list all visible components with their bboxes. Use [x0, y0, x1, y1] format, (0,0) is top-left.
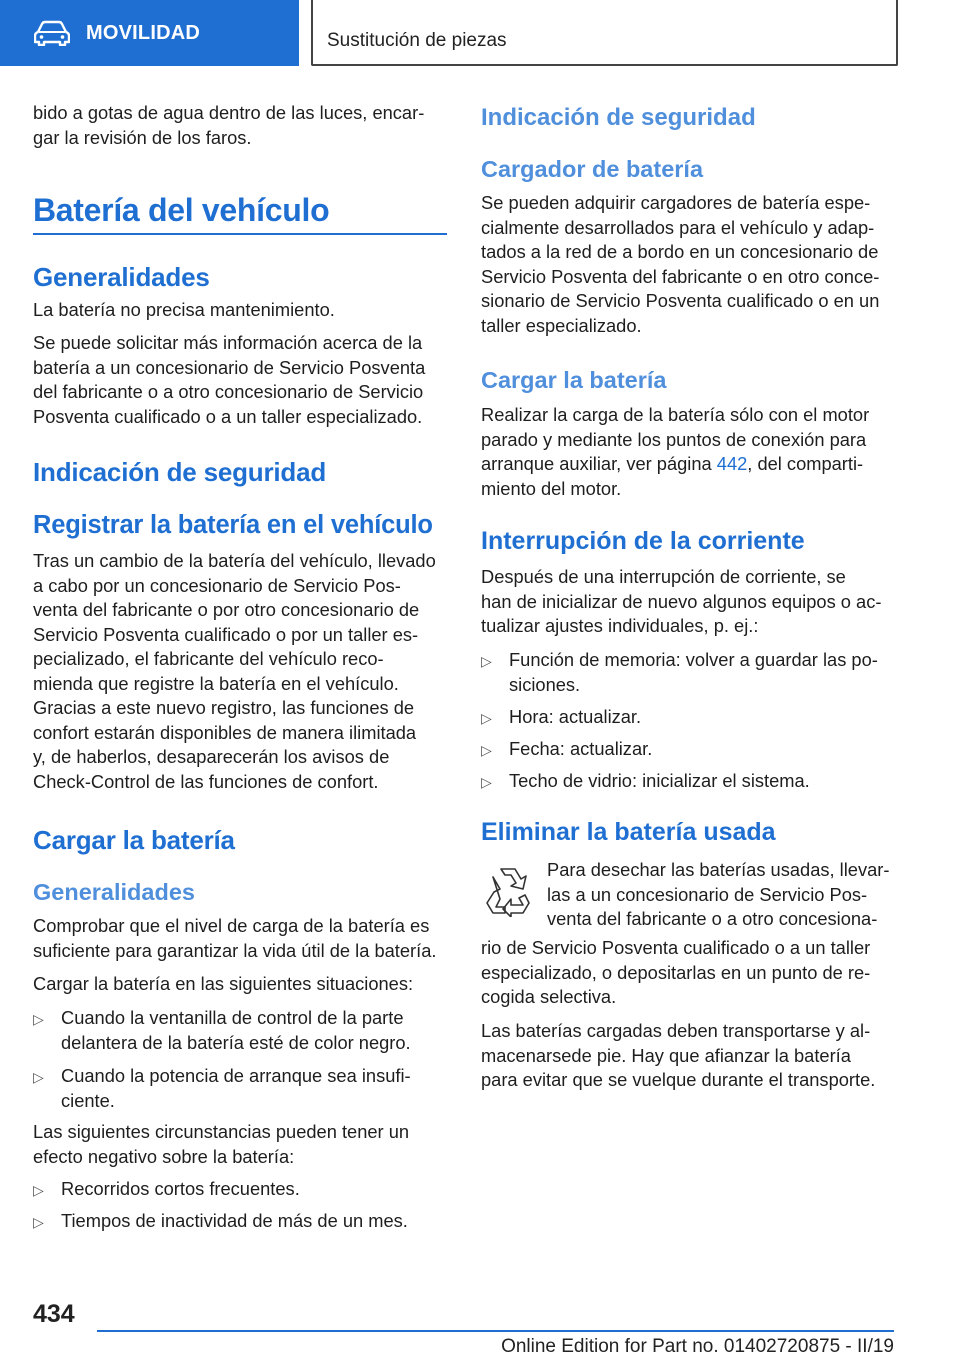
car-icon	[34, 20, 70, 46]
gen-text-1: La batería no precisa mantenimiento.	[33, 299, 335, 320]
bullet-triangle-icon: ▷	[33, 1069, 44, 1085]
list-item-text: Fecha: actualizar.	[509, 738, 653, 759]
list-item	[481, 705, 895, 731]
subheading-generalidades: Generalidades	[33, 879, 195, 905]
list-item	[33, 1209, 447, 1235]
bullet-triangle-icon: ▷	[481, 653, 492, 669]
cargar-text-1: Comprobar que el nivel de carga de la batería es suficiente para garantizar la vida útil de la batería.	[33, 915, 437, 961]
eliminar-text-indent: Para desechar las baterías usadas, llevar‐ las a un concesionario de Servicio Pos‐ venta del fabricante o a otro concesiona‐	[547, 859, 890, 929]
heading-indicacion: Indicación de seguridad	[33, 457, 327, 487]
bullet-triangle-icon: ▷	[481, 774, 492, 790]
heading-rule	[33, 233, 447, 235]
cargar-right-text-a: Realizar la carga de la batería sólo con el motor parado y mediante los puntos de conexión para arranque auxiliar, ver página	[481, 404, 870, 474]
cargar-right-text-b: , del comparti‐ miento del motor.	[481, 453, 864, 499]
list-item	[33, 1177, 447, 1203]
interrupcion-text: Después de una interrupción de corriente, se han de inicializar de nuevo algunos equipos o ac‐ tualizar ajustes individuales, p. ej.:	[481, 566, 882, 636]
list-item-text: Tiempos de inactividad de más de un mes.	[61, 1210, 408, 1231]
heading-bateria: Batería del vehículo	[33, 192, 330, 228]
list-item	[33, 1064, 447, 1113]
page-link[interactable]: 442	[716, 453, 748, 474]
page-number: 434	[33, 1300, 75, 1328]
section-tab-label: MOVILIDAD	[86, 21, 201, 44]
list-item	[481, 648, 895, 697]
bullet-triangle-icon: ▷	[33, 1214, 44, 1230]
footer-rule	[97, 1330, 894, 1332]
eliminar-text-rest: rio de Servicio Posventa cualificado o a un taller especializado, o depositarlas en un punto de re‐ cogida selectiva.	[481, 937, 871, 1007]
heading-interrupcion: Interrupción de la corriente	[481, 527, 805, 555]
list-item-text: Función de memoria: volver a guardar las po‐ siciones.	[509, 649, 878, 695]
section-title-box	[311, 0, 898, 66]
heading-cargar: Cargar la batería	[33, 825, 235, 855]
heading-eliminar: Eliminar la batería usada	[481, 818, 776, 846]
list-item-text: Techo de vidrio: inicializar el sistema.	[509, 770, 810, 791]
footer-edition: Online Edition for Part no. 01402720875 - II/19	[501, 1336, 894, 1357]
bullet-triangle-icon: ▷	[33, 1011, 44, 1027]
list-item-text: Recorridos cortos frecuentes.	[61, 1178, 300, 1199]
bullet-triangle-icon: ▷	[33, 1182, 44, 1198]
bullet-triangle-icon: ▷	[481, 742, 492, 758]
list-item	[481, 769, 895, 795]
list-item-text: Hora: actualizar.	[509, 706, 642, 727]
transporte-text: Las baterías cargadas deben transportarse y al‐ macenarsede pie. Hay que afianzar la batería para evitar que se vuelque durante el transporte.	[481, 1020, 876, 1090]
section-title: Sustitución de piezas	[327, 30, 507, 51]
list-item	[481, 737, 895, 763]
subheading-cargador: Cargador de batería	[481, 156, 704, 182]
cargar-text-2: Cargar la batería en las siguientes situaciones:	[33, 973, 414, 994]
cargador-text: Se pueden adquirir cargadores de batería espe‐ cialmente desarrollados para el vehículo y adap‐ tados a la red de a bordo en un concesionario de Servicio Posventa del fabricante o en otro conce‐ sionario de Servicio Posventa cualificado o en un taller especializado.	[481, 192, 880, 336]
list-item	[33, 1006, 447, 1055]
recycle-icon	[481, 863, 535, 917]
list-item-text: Cuando la potencia de arranque sea insufi‐ ciente.	[61, 1065, 411, 1111]
intro-text: bido a gotas de agua dentro de las luces, encar‐ gar la revisión de los faros.	[33, 102, 425, 148]
heading-indicacion-right: Indicación de seguridad	[481, 104, 756, 131]
registrar-text: Tras un cambio de la batería del vehículo, llevado a cabo por un concesionario de Servicio Pos‐ venta del fabricante o por otro concesionario de Servicio Posventa cualificado o por un taller es‐ pecializado, el fabricante del vehículo reco‐ mienda que registre la batería en el vehículo. Gracias a este nuevo registro, las funciones de confort estarán disponibles de manera ilimitada y, de haberlos, desaparecerán los avisos de Check-Control de las funciones de confort.	[33, 550, 436, 792]
section-tab[interactable]	[0, 0, 299, 66]
gen-text-2: Se puede solicitar más información acerca de la batería a un concesionario de Servicio Posventa del fabricante o a otro concesionario de Servicio Posventa cualificado o a un taller especializado.	[33, 332, 426, 427]
list-item-text: Cuando la ventanilla de control de la parte delantera de la batería esté de color negro.	[61, 1007, 411, 1053]
cargar-text-3: Las siguientes circunstancias pueden tener un efecto negativo sobre la batería:	[33, 1121, 410, 1167]
bullet-triangle-icon: ▷	[481, 710, 492, 726]
subheading-cargar: Cargar la batería	[481, 367, 667, 393]
heading-registrar: Registrar la batería en el vehículo	[33, 511, 433, 539]
heading-generalidades: Generalidades	[33, 262, 210, 292]
cargar-right-text	[481, 403, 895, 501]
